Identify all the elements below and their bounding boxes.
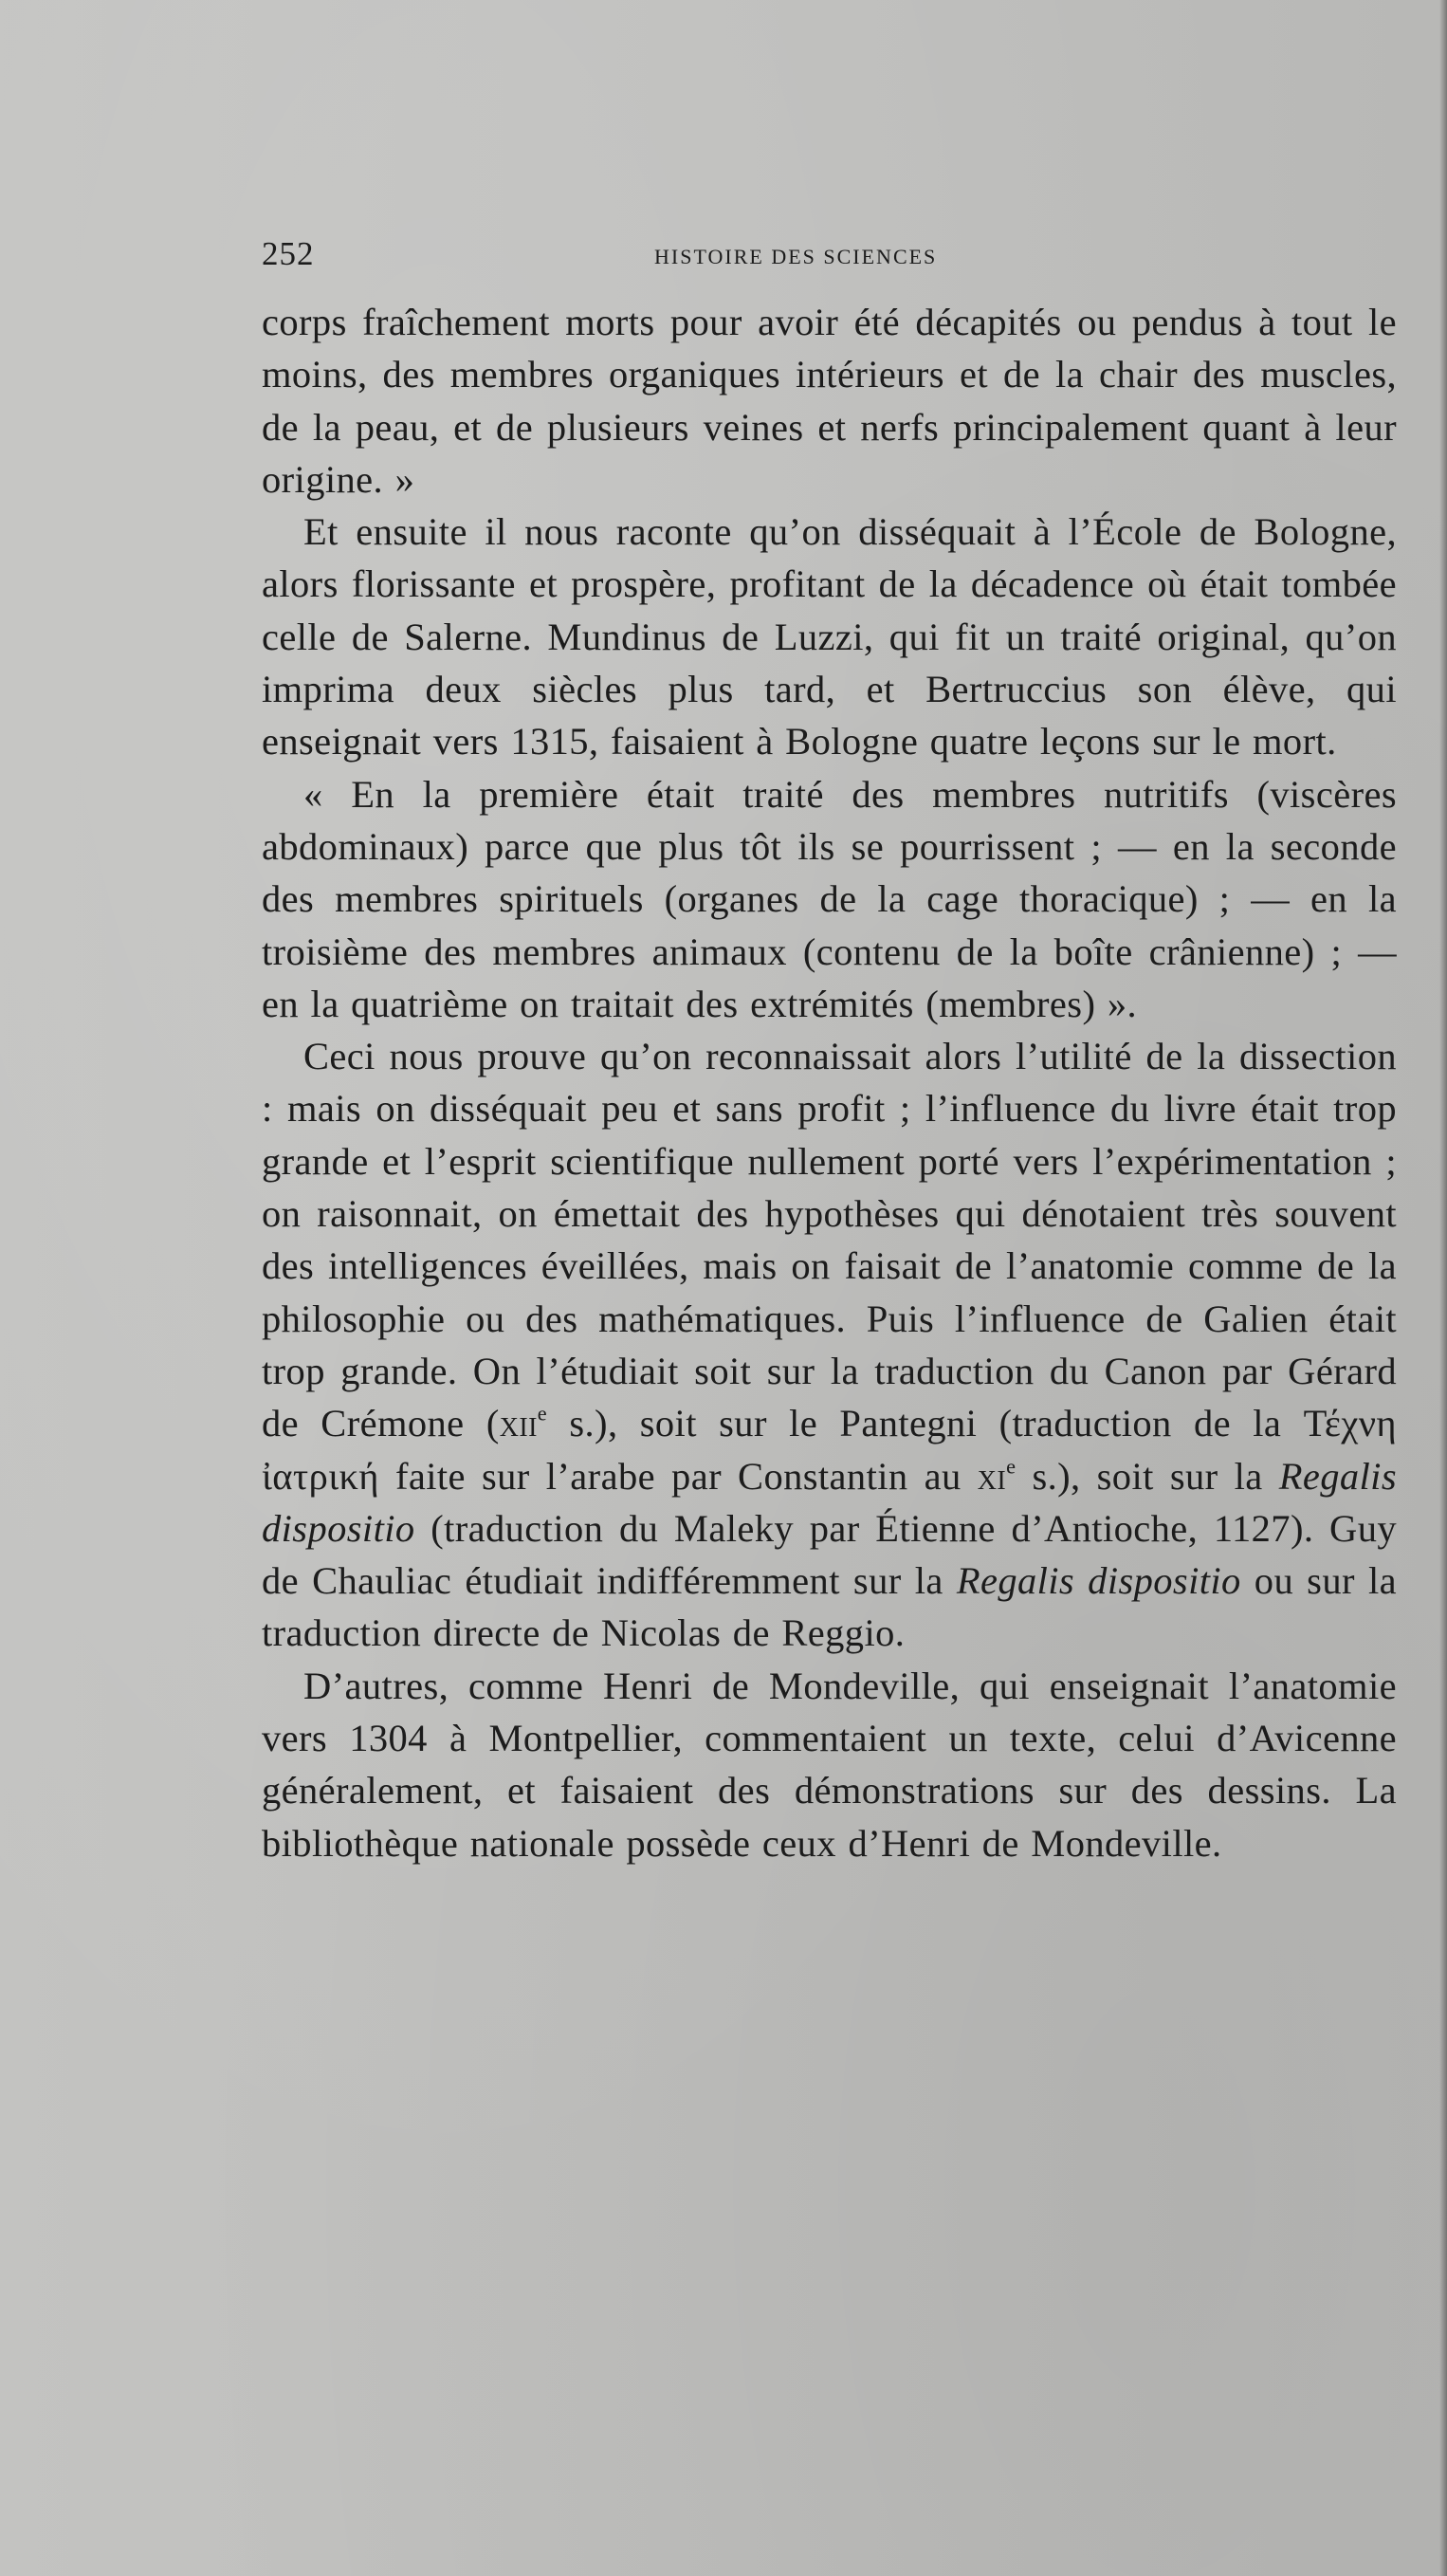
text-span: (traduction du Maleky par Étienne d’Antioche, 1127). Guy de Chauliac étudiait indifféremment sur la: [262, 1506, 1397, 1603]
century-numeral: xii: [499, 1402, 538, 1445]
paragraph-bologna: Et ensuite il nous raconte qu’on disséquait à l’École de Bologne, alors florissante et prospère, profitant de la décadence où était tombée celle de Salerne. Mundinus de Luzzi, qui fit un traité original, qu’on imprima deux siècles plus tard, et Bertruccius son élève, qui enseignait vers 1315, faisaient à Bologne quatre leçons sur le mort.: [262, 510, 1397, 764]
superscript: e: [1006, 1453, 1017, 1478]
italic-title: Regalis dispositio: [262, 1454, 1397, 1550]
paragraph-dissection: [262, 1030, 1397, 1660]
text-span: faite sur l’arabe par Constantin au: [378, 1454, 978, 1498]
greek-title: Τέχνη ἰατρική: [262, 1402, 1397, 1498]
running-title: HISTOIRE DES SCIENCES: [654, 245, 938, 268]
paragraph-quotation: « En la première était traité des membres nutritifs (viscères abdominaux) parce que plus tôt ils se pourrissent ; — en la seconde des membres spirituels (organes de la cage thoracique) ; — en la troisième des membres animaux (contenu de la boîte crânienne) ; — en la quatrième on traitait des extrémités (membres) ».: [262, 772, 1397, 1025]
page-number: 252: [262, 235, 315, 272]
text-span: s.), soit sur la: [1016, 1454, 1279, 1498]
paragraph-mondeville: D’autres, comme Henri de Mondeville, qui enseignait l’anatomie vers 1304 à Montpellier, commentaient un texte, celui d’Avicenne généralement, et faisaient des démonstrations sur des dessins. La bibliothèque nationale possède ceux d’Henri de Mondeville.: [262, 1664, 1397, 1865]
century-numeral: xi: [977, 1454, 1007, 1498]
superscript: e: [537, 1401, 548, 1426]
italic-title: Regalis dispositio: [956, 1559, 1241, 1603]
body-text: [262, 296, 1397, 1869]
page-edge-shadow: [1439, 0, 1447, 2576]
text-span: ou sur la traduction directe de Nicolas de Reggio.: [262, 1559, 1397, 1655]
running-head: [262, 235, 1419, 283]
text-span: Ceci nous prouve qu’on reconnaissait alors l’utilité de la dissection : mais on disséquait peu et sans profit ; l’influence du livre était trop grande et l’esprit scientifique nullement porté vers l’expérimentation ; on raisonnait, on émettait des hypothèses qui dénotaient très souvent des intelligences éveillées, mais on faisait de l’anatomie comme de la philosophie ou des mathématiques. Puis l’influence de Galien était trop grande. On l’étudiait soit sur la traduction du Canon par Gérard de Crémone (: [262, 1035, 1397, 1445]
paragraph-continuation: corps fraîchement morts pour avoir été décapités ou pendus à tout le moins, des membres organiques intérieurs et de la chair des muscles, de la peau, et de plusieurs veines et nerfs principalement quant à leur origine. »: [262, 301, 1397, 501]
text-span: s.), soit sur le Pantegni (traduction de la: [547, 1402, 1304, 1445]
